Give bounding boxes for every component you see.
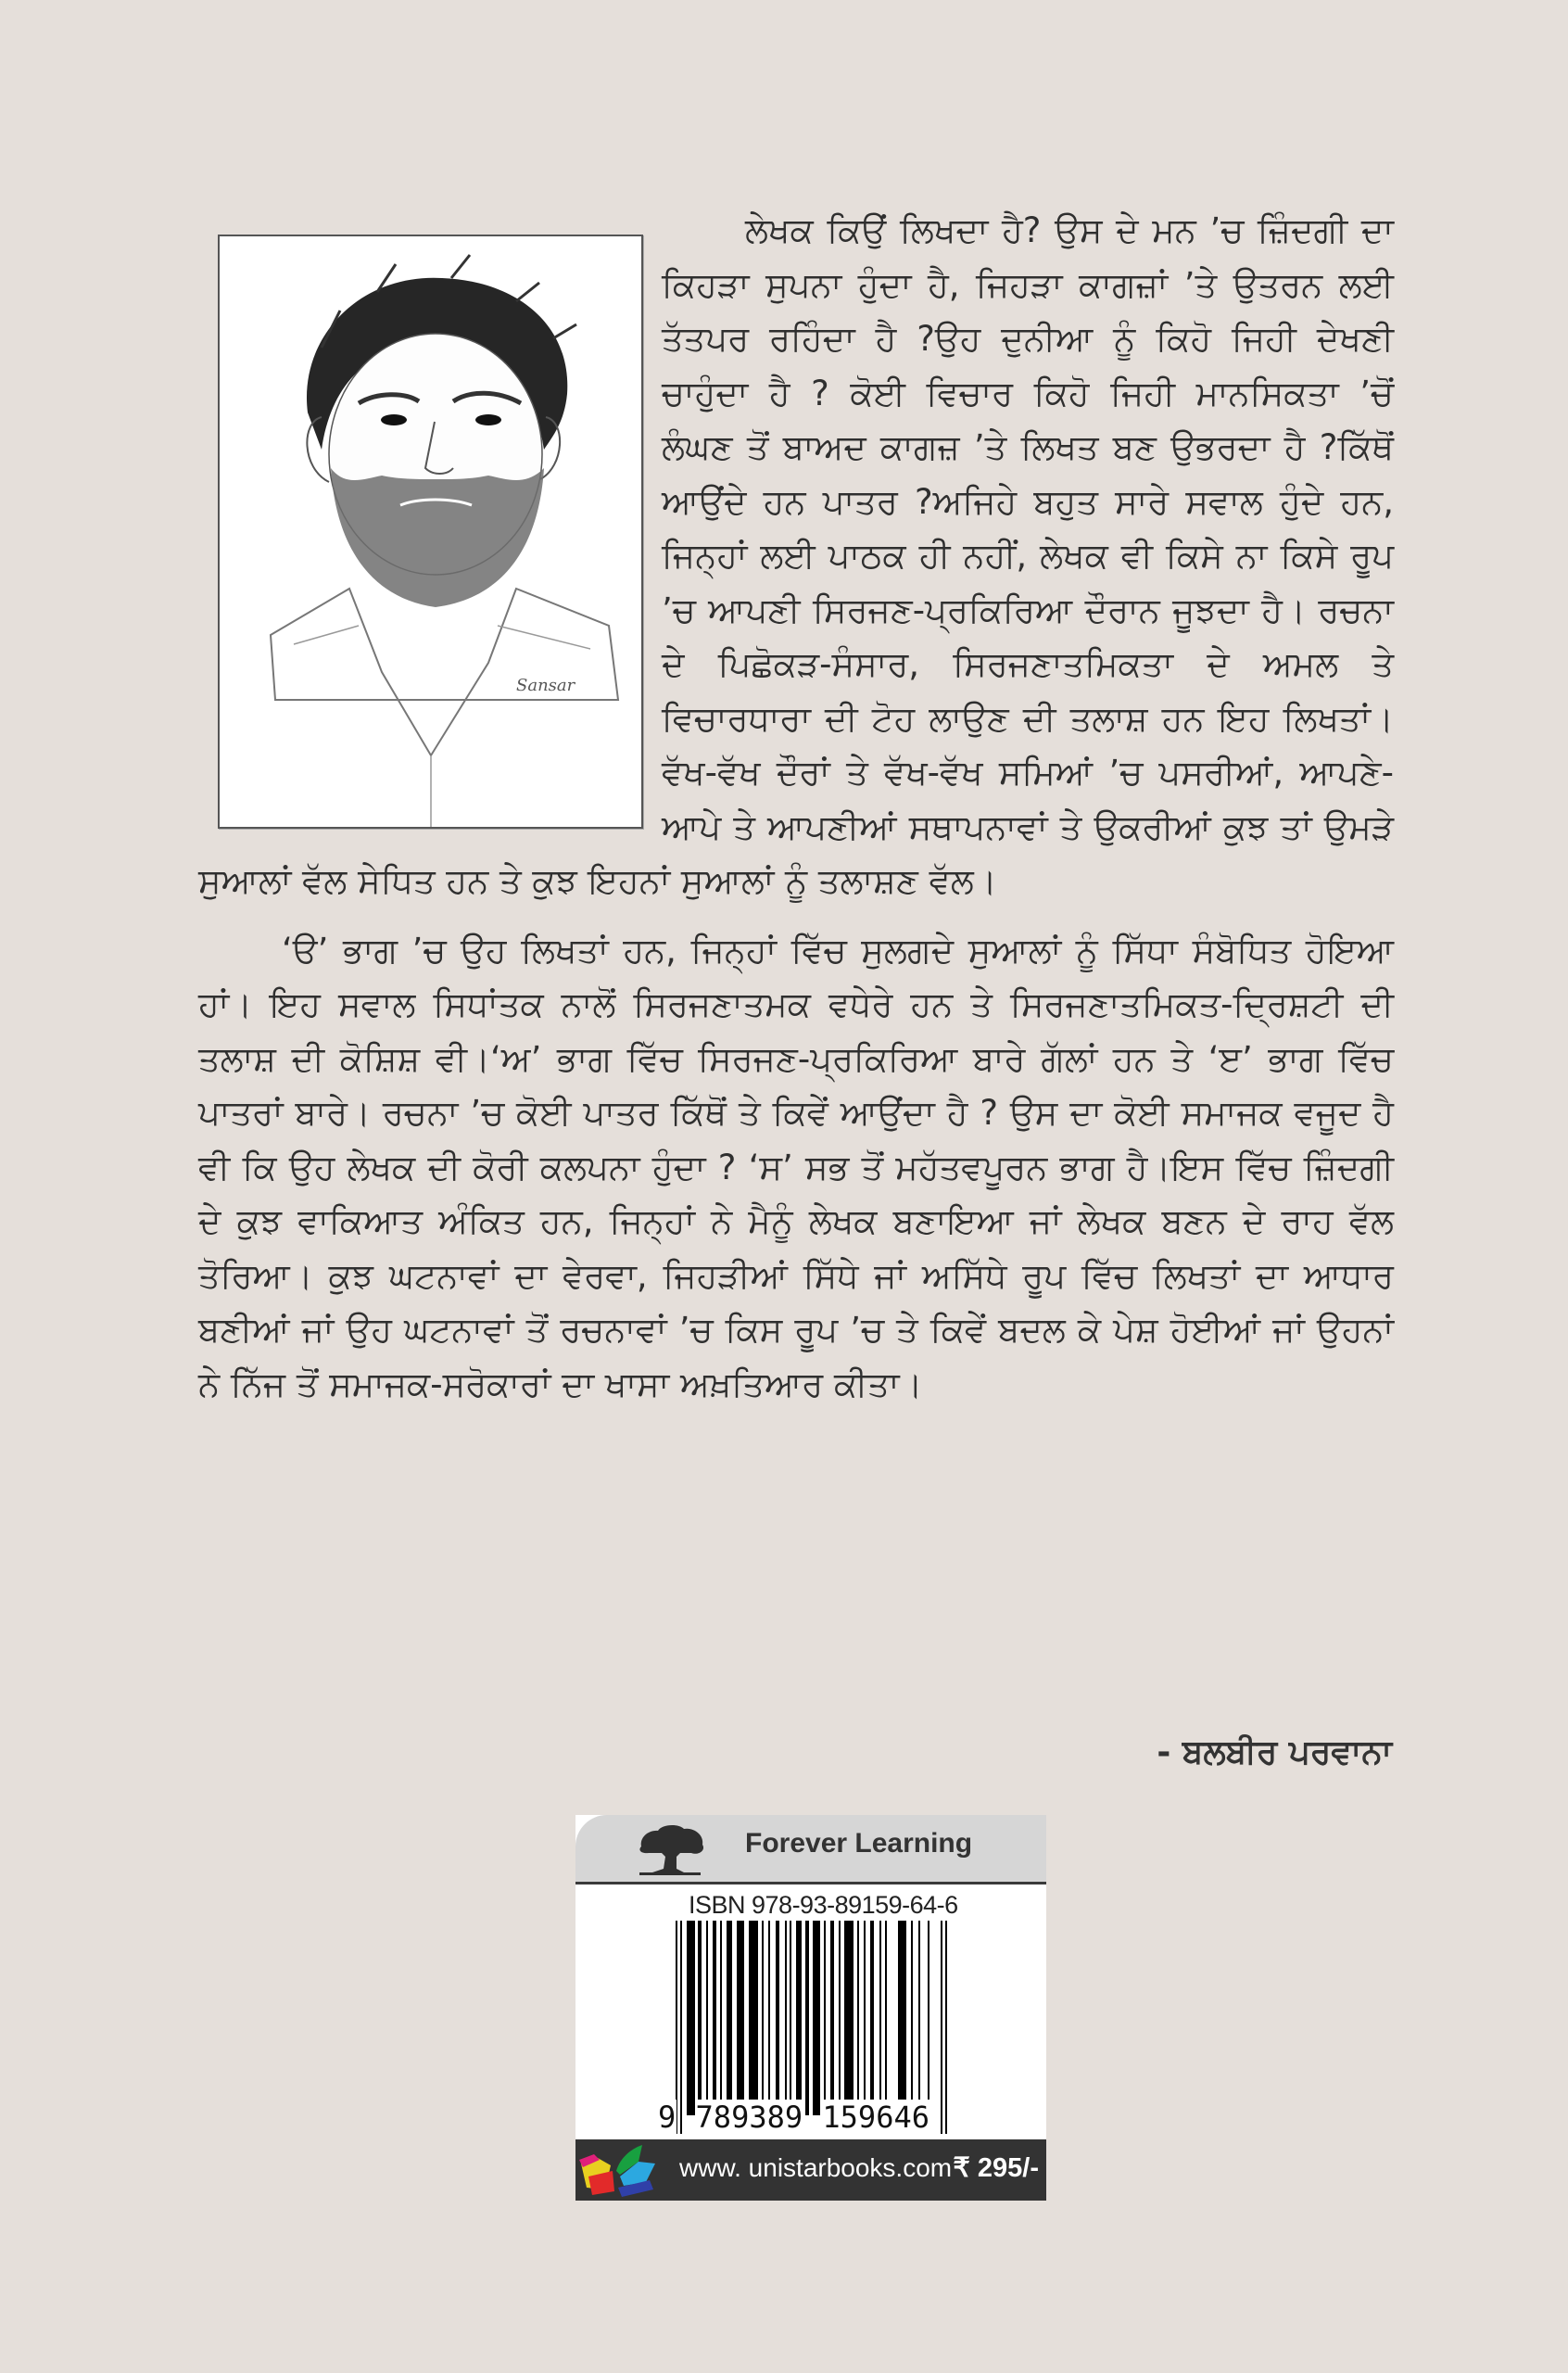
ean-first-digit: 9 bbox=[658, 2100, 677, 2135]
ean-left-group: 789389 bbox=[695, 2100, 803, 2135]
barcode-panel bbox=[575, 1815, 1046, 2201]
back-cover-blurb bbox=[198, 204, 1394, 1412]
open-book-logo-icon bbox=[577, 2143, 659, 2199]
publisher-website-link[interactable]: www. unistarbooks.com bbox=[679, 2153, 953, 2182]
publisher-footer bbox=[575, 2139, 1046, 2201]
barcode-header bbox=[575, 1815, 1046, 1884]
book-price: ₹ 295/- bbox=[953, 2153, 1039, 2183]
isbn-label: ISBN 978-93-89159-64-6 bbox=[689, 1891, 958, 1919]
portrait-float-spacer bbox=[198, 204, 662, 830]
tree-logo-icon bbox=[636, 1822, 708, 1876]
ean-digits bbox=[657, 2100, 930, 2135]
publisher-slogan: Forever Learning bbox=[745, 1828, 973, 1859]
svg-text:Sansar: Sansar bbox=[516, 676, 575, 695]
ean-right-group: 159646 bbox=[822, 2100, 929, 2135]
author-signature: - ਬਲਬੀਰ ਪਰਵਾਨਾ bbox=[1157, 1733, 1392, 1771]
blurb-paragraph-1: ਲੇਖਕ ਕਿਉਂ ਲਿਖਦਾ ਹੈ? ਉਸ ਦੇ ਮਨ ’ਚ ਜ਼ਿੰਦਗੀ ਦਾ ਕਿਹੜਾ ਸੁਪਨਾ ਹੁੰਦਾ ਹੈ, ਜਿਹੜਾ ਕਾਗਜ਼ਾਂ ’ਤੇ ਉਤਰਨ ਲਈ ਤੱਤਪਰ ਰਹਿੰਦਾ ਹੈ ?ਉਹ ਦੁਨੀਆ ਨੂੰ ਕਿਹੋ ਜਿਹੀ ਦੇਖਣੀ ਚਾਹੁੰਦਾ ਹੈ ? ਕੋਈ ਵਿਚਾਰ ਕਿਹੋ ਜਿਹੀ ਮਾਨਸਿਕਤਾ ’ਚੋਂ ਲੰਘਣ ਤੋਂ ਬਾਅਦ ਕਾਗਜ਼ ’ਤੇ ਲਿਖਤ ਬਣ ਉਭਰਦਾ ਹੈ ?ਕਿੱਥੋਂ ਆਉਂਦੇ ਹਨ ਪਾਤਰ ?ਅਜਿਹੇ ਬਹੁਤ ਸਾਰੇ ਸਵਾਲ ਹੁੰਦੇ ਹਨ, ਜਿਨ੍ਹਾਂ ਲਈ ਪਾਠਕ ਹੀ ਨਹੀਂ, ਲੇਖਕ ਵੀ ਕਿਸੇ ਨਾ ਕਿਸੇ ਰੂਪ ’ਚ ਆਪਣੀ ਸਿਰਜਣ-ਪ੍ਰਕਿਰਿਆ ਦੌਰਾਨ ਜੂਝਦਾ ਹੈ। ਰਚਨਾ ਦੇ ਪਿਛੋਕੜ-ਸੰਸਾਰ, ਸਿਰਜਣਾਤਮਿਕਤਾ ਦੇ ਅਮਲ ਤੇ ਵਿਚਾਰਧਾਰਾ ਦੀ ਟੋਹ ਲਾਉਣ ਦੀ ਤਲਾਸ਼ ਹਨ ਇਹ ਲਿਖਤਾਂ।ਵੱਖ-ਵੱਖ ਦੌਰਾਂ ਤੇ ਵੱਖ-ਵੱਖ ਸਮਿਆਂ ’ਚ ਪਸਰੀਆਂ, ਆਪਣੇ-ਆਪੇ ਤੇ ਆਪਣੀਆਂ ਸਥਾਪਨਾਵਾਂ ਤੇ ਉਕਰੀਆਂ ਕੁਝ ਤਾਂ ਉਮੜੇ ਸੁਆਲਾਂ ਵੱਲ ਸੇਧਿਤ ਹਨ ਤੇ ਕੁਝ ਇਹਨਾਂ ਸੁਆਲਾਂ ਨੂੰ ਤਲਾਸ਼ਣ ਵੱਲ। bbox=[198, 210, 1394, 901]
blurb-paragraph-2: ‘ੳ’ ਭਾਗ ’ਚ ਉਹ ਲਿਖਤਾਂ ਹਨ, ਜਿਨ੍ਹਾਂ ਵਿੱਚ ਸੁਲਗਦੇ ਸੁਆਲਾਂ ਨੂੰ ਸਿੱਧਾ ਸੰਬੋਧਿਤ ਹੋਇਆ ਹਾਂ। ਇਹ ਸਵਾਲ ਸਿਧਾਂਤਕ ਨਾਲੋਂ ਸਿਰਜਣਾਤਮਕ ਵਧੇਰੇ ਹਨ ਤੇ ਸਿਰਜਣਾਤਮਿਕਤ-ਦ੍ਰਿਸ਼ਟੀ ਦੀ ਤਲਾਸ਼ ਦੀ ਕੋਸ਼ਿਸ਼ ਵੀ।‘ਅ’ ਭਾਗ ਵਿੱਚ ਸਿਰਜਣ-ਪ੍ਰਕਿਰਿਆ ਬਾਰੇ ਗੱਲਾਂ ਹਨ ਤੇ ‘ੲ’ ਭਾਗ ਵਿੱਚ ਪਾਤਰਾਂ ਬਾਰੇ। ਰਚਨਾ ’ਚ ਕੋਈ ਪਾਤਰ ਕਿੱਥੋਂ ਤੇ ਕਿਵੇਂ ਆਉਂਦਾ ਹੈ ? ਉਸ ਦਾ ਕੋਈ ਸਮਾਜਕ ਵਜੂਦ ਹੈ ਵੀ ਕਿ ਉਹ ਲੇਖਕ ਦੀ ਕੋਰੀ ਕਲਪਨਾ ਹੁੰਦਾ ? ‘ਸ’ ਸਭ ਤੋਂ ਮਹੱਤਵਪੂਰਨ ਭਾਗ ਹੈ।ਇਸ ਵਿੱਚ ਜ਼ਿੰਦਗੀ ਦੇ ਕੁਝ ਵਾਕਿਆਤ ਅੰਕਿਤ ਹਨ, ਜਿਨ੍ਹਾਂ ਨੇ ਮੈਨੂੰ ਲੇਖਕ ਬਣਾਇਆ ਜਾਂ ਲੇਖਕ ਬਣਨ ਦੇ ਰਾਹ ਵੱਲ ਤੋਰਿਆ। ਕੁਝ ਘਟਨਾਵਾਂ ਦਾ ਵੇਰਵਾ, ਜਿਹੜੀਆਂ ਸਿੱਧੇ ਜਾਂ ਅਸਿੱਧੇ ਰੂਪ ਵਿੱਚ ਲਿਖਤਾਂ ਦਾ ਆਧਾਰ ਬਣੀਆਂ ਜਾਂ ਉਹ ਘਟਨਾਵਾਂ ਤੋਂ ਰਚਨਾਵਾਂ ’ਚ ਕਿਸ ਰੂਪ ’ਚ ਤੇ ਕਿਵੇਂ ਬਦਲ ਕੇ ਪੇਸ਼ ਹੋਈਆਂ ਜਾਂ ਉਹਨਾਂ ਨੇ ਨਿੱਜ ਤੋਂ ਸਮਾਜਕ-ਸਰੋਕਾਰਾਂ ਦਾ ਖਾਸਾ ਅਖ਼ਤਿਆਰ ਕੀਤਾ। bbox=[198, 930, 1394, 1404]
